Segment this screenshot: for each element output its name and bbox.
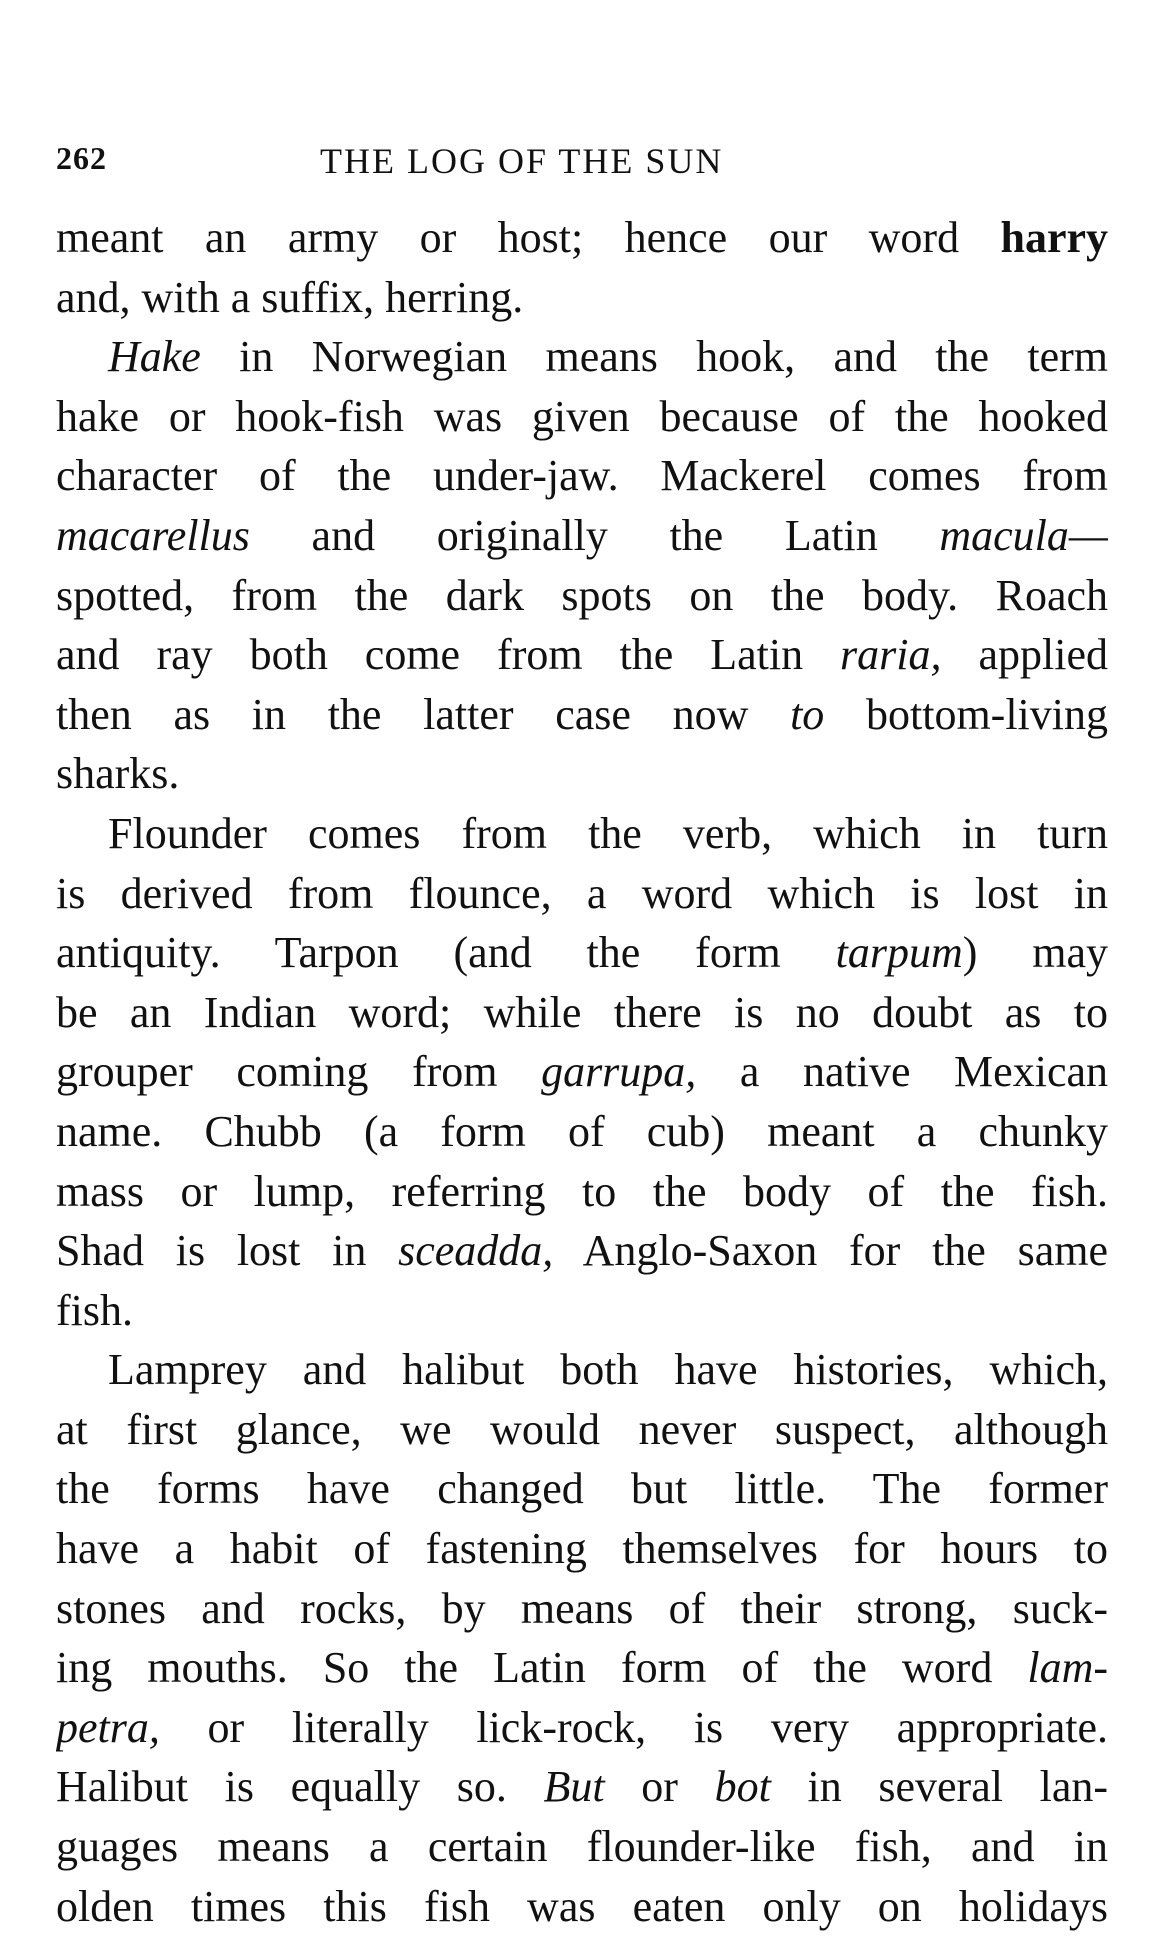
text-line: macarellus and originally the Latin macula— — [56, 510, 1108, 560]
text-line: sharks. — [56, 749, 180, 799]
text-line: have a habit of fastening themselves for hours to — [56, 1524, 1108, 1574]
italic-word: to — [790, 689, 825, 739]
paragraph — [56, 208, 1108, 327]
bold-word: harry — [1000, 213, 1108, 262]
italic-word: lam- — [1027, 1643, 1108, 1693]
text-line: be an Indian word; while there is no doubt as to — [56, 987, 1108, 1037]
italic-word: bot — [714, 1762, 771, 1812]
book-title: THE LOG OF THE SUN — [320, 141, 724, 181]
running-head — [56, 140, 1106, 190]
text-line: stones and rocks, by means of their strong, suck- — [56, 1583, 1108, 1633]
page-number: 262 — [56, 140, 107, 176]
italic-word: macula— — [939, 510, 1108, 560]
text-line: antiquity. Tarpon (and the form tarpum) may — [56, 928, 1108, 978]
text-line: hake or hook-fish was given because of the hooked — [56, 391, 1108, 441]
text-line: and ray both come from the Latin raria, applied — [56, 630, 1108, 680]
text-line: guages means a certain flounder-like fish, and in — [56, 1822, 1108, 1872]
paragraph — [56, 1340, 1108, 1936]
text-line: petra, or literally lick-rock, is very appropriate. — [56, 1702, 1108, 1752]
text-line: Halibut is equally so. But or bot in several lan- — [56, 1762, 1108, 1812]
italic-word: garrupa, — [541, 1047, 697, 1097]
italic-word: But — [543, 1762, 605, 1812]
italic-word: petra, — [56, 1702, 160, 1752]
text-line: fish. — [56, 1285, 133, 1335]
text-line: character of the under-jaw. Mackerel comes from — [56, 451, 1108, 501]
paragraph — [56, 327, 1108, 804]
paragraph — [56, 804, 1108, 1340]
text-line: olden times this fish was eaten only on holidays — [56, 1881, 1108, 1931]
text-line: name. Chubb (a form of cub) meant a chunky — [56, 1106, 1108, 1156]
italic-word: tarpum — [835, 928, 963, 978]
text-line: Hake in Norwegian means hook, and the term — [108, 332, 1108, 382]
body-text — [56, 208, 1108, 1936]
italic-word: raria, — [840, 630, 942, 680]
text-line: grouper coming from garrupa, a native Mexican — [56, 1047, 1108, 1097]
text-line: ing mouths. So the Latin form of the word lam- — [56, 1643, 1108, 1693]
text-line: at first glance, we would never suspect, although — [56, 1404, 1108, 1454]
text-line: Shad is lost in sceadda, Anglo-Saxon for the same — [56, 1226, 1108, 1276]
text-line: mass or lump, referring to the body of the fish. — [56, 1166, 1108, 1216]
text-line: Lamprey and halibut both have histories, which, — [108, 1345, 1108, 1395]
text-line: then as in the latter case now to bottom-living — [56, 689, 1108, 739]
text-line: meant an army or host; hence our word harry — [56, 213, 1108, 262]
italic-word: sceadda, — [398, 1226, 554, 1276]
text-line: is derived from flounce, a word which is lost in — [56, 868, 1108, 918]
text-line: spotted, from the dark spots on the body. Roach — [56, 570, 1108, 620]
text-line: Flounder comes from the verb, which in turn — [108, 808, 1108, 858]
italic-word: Hake — [108, 332, 201, 382]
italic-word: macarellus — [56, 510, 250, 560]
text-line: the forms have changed but little. The former — [56, 1464, 1108, 1514]
text-line: and, with a suffix, herring. — [56, 272, 524, 322]
